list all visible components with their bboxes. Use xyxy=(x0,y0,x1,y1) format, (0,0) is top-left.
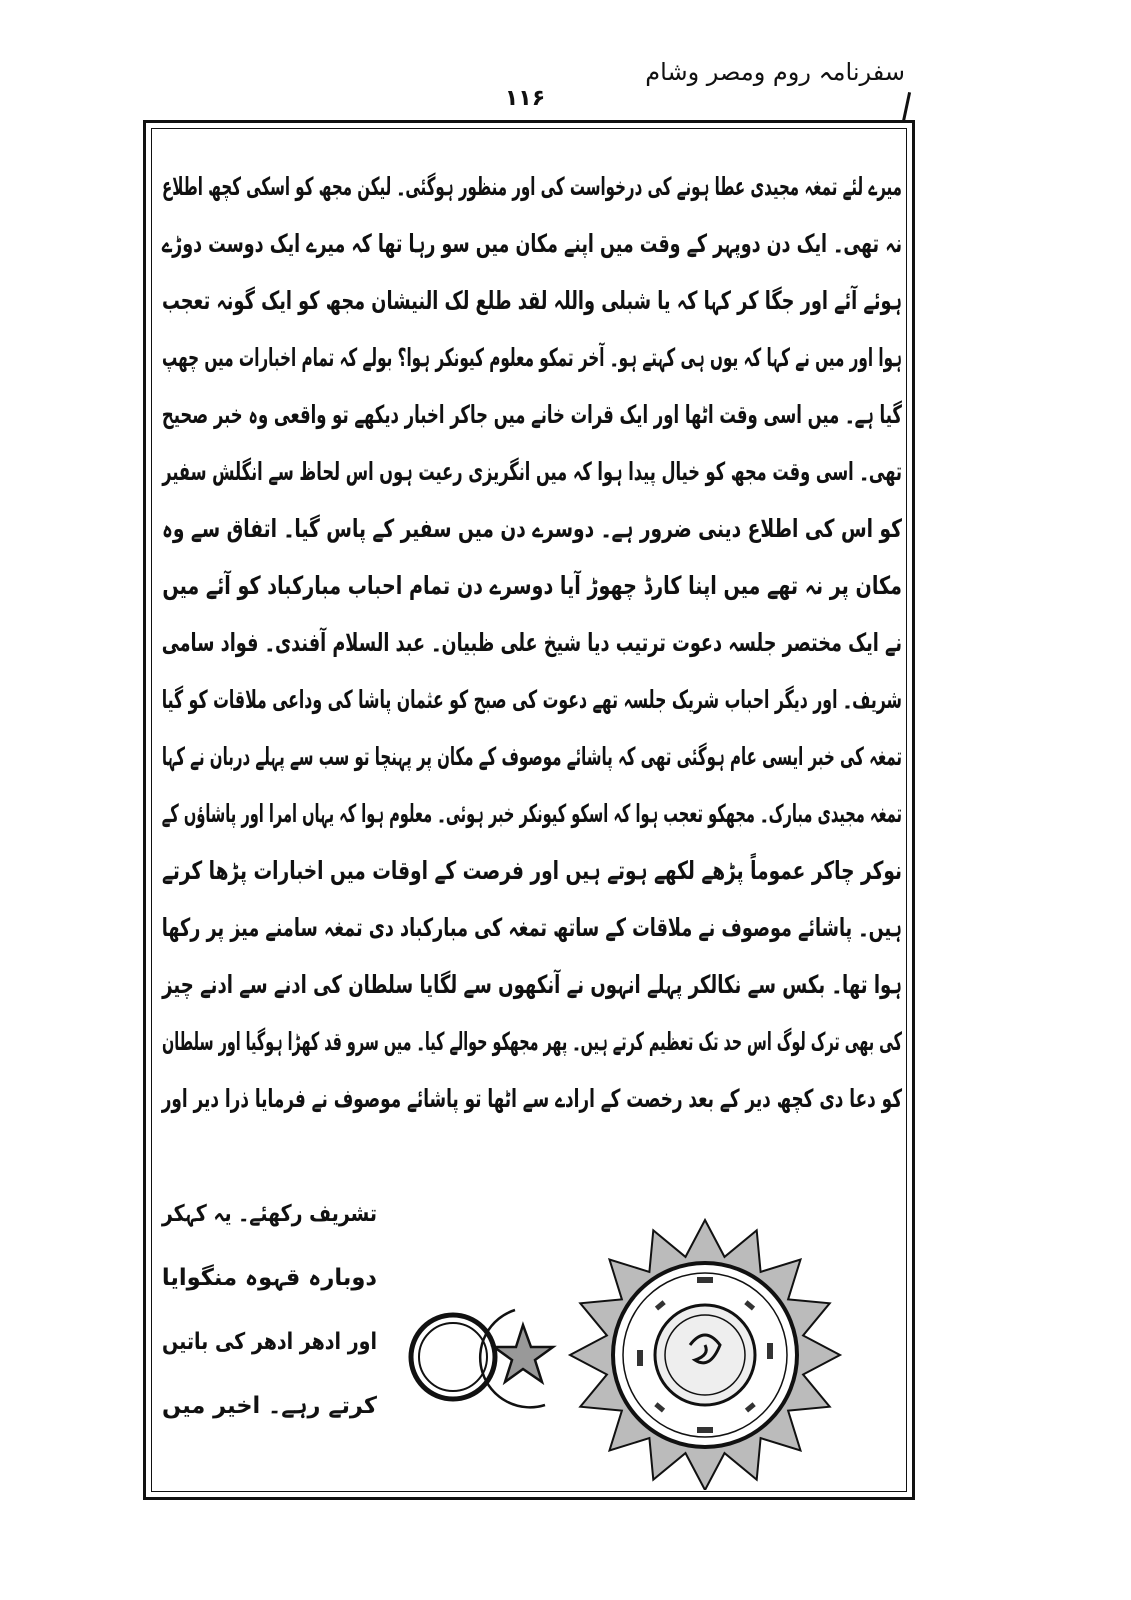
medal-illustration xyxy=(405,1215,875,1490)
star-medal-icon xyxy=(570,1220,840,1490)
text-line: مکان پر نہ تھے میں اپنا کارڈ چھوڑ آیا دوسرے دن تمام احباب مبارکباد کو آئے میں xyxy=(162,571,903,600)
side-text-line: دوبارہ قہوہ منگوایا xyxy=(161,1265,377,1291)
text-line: تمغہ کی خبر ایسی عام ہوگئی تھی کہ پاشائے موصوف کے مکان پر پہنچا تو سب سے پہلے دربان نے کہا xyxy=(161,742,903,771)
page-number: ۱۱۶ xyxy=(504,86,546,111)
side-text-line: تشریف رکھئے۔ یہ کہکر xyxy=(161,1201,377,1227)
suspension-ring xyxy=(411,1315,495,1399)
book-title-header: سفرنامہ روم ومصر وشام xyxy=(645,58,905,86)
text-line: ہیں۔ پاشائے موصوف نے ملاقات کے ساتھ تمغہ کی مبارکباد دی تمغہ سامنے میز پر رکھا xyxy=(161,913,902,942)
text-line: میرے لئے تمغہ مجیدی عطا ہونے کی درخواست کی اور منظور ہوگئی۔ لیکن مجھ کو اسکی کچھ اطلاع xyxy=(161,172,902,201)
text-line: ہوا تھا۔ بکس سے نکالکر پہلے انہوں نے آنکھوں سے لگایا سلطان کی ادنے سے ادنے چیز xyxy=(162,970,902,999)
text-line: کو دعا دی کچھ دیر کے بعد رخصت کے ارادے سے اٹھا تو پاشائے موصوف نے فرمایا ذرا دیر اور xyxy=(161,1084,902,1113)
crescent-star-icon xyxy=(480,1310,553,1407)
text-line: تھی۔ اسی وقت مجھ کو خیال پیدا ہوا کہ میں انگریزی رعیت ہوں اس لحاظ سے انگلش سفیر xyxy=(162,457,903,486)
text-line: ہوا اور میں نے کہا کہ یوں ہی کہتے ہو۔ آخر تمکو معلوم کیونکر ہوا؟ بولے کہ تمام اخبارات میں چھپ xyxy=(162,343,903,372)
header-mark xyxy=(902,92,911,122)
text-line: نہ تھی۔ ایک دن دوپہر کے وقت میں اپنے مکان میں سو رہا تھا کہ میرے ایک دوست دوڑے xyxy=(161,229,902,258)
text-line: کو اس کی اطلاع دینی ضرور ہے۔ دوسرے دن میں سفیر کے پاس گیا۔ اتفاق سے وہ xyxy=(161,514,902,543)
text-line: شریف۔ اور دیگر احباب شریک جلسہ تھے دعوت کی صبح کو عثمان پاشا کی وداعی ملاقات کو گیا xyxy=(161,685,902,714)
side-text-line: کرتے رہے۔ اخیر میں xyxy=(162,1393,377,1419)
text-line: نے ایک مختصر جلسہ دعوت ترتیب دیا شیخ علی ظبیان۔ عبد السلام آفندی۔ فواد سامی xyxy=(161,628,902,657)
side-text-line: اور ادھر ادھر کی باتیں xyxy=(162,1329,377,1355)
text-line: گیا ہے۔ میں اسی وقت اٹھا اور ایک قرات خانے میں جاکر اخبار دیکھے تو واقعی وہ خبر صحیح xyxy=(161,400,903,429)
text-line: نوکر چاکر عموماً پڑھے لکھے ہوتے ہیں اور فرصت کے اوقات میں اخبارات پڑھا کرتے xyxy=(161,856,902,885)
text-line: ہوئے آئے اور جگا کر کہا کہ یا شبلی واللہ لقد طلع لک النیشان مجھ کو ایک گونہ تعجب xyxy=(162,286,902,315)
text-line: کی بھی ترک لوگ اس حد تک تعظیم کرتے ہیں۔ پھر مجھکو حوالے کیا۔ میں سرو قد کھڑا ہوگیا اور سلطان xyxy=(162,1027,902,1056)
text-line: تمغہ مجیدی مبارک۔ مجھکو تعجب ہوا کہ اسکو کیونکر خبر ہوئی۔ معلوم ہوا کہ یہاں امرا اور پاشاؤں کے xyxy=(161,799,902,828)
